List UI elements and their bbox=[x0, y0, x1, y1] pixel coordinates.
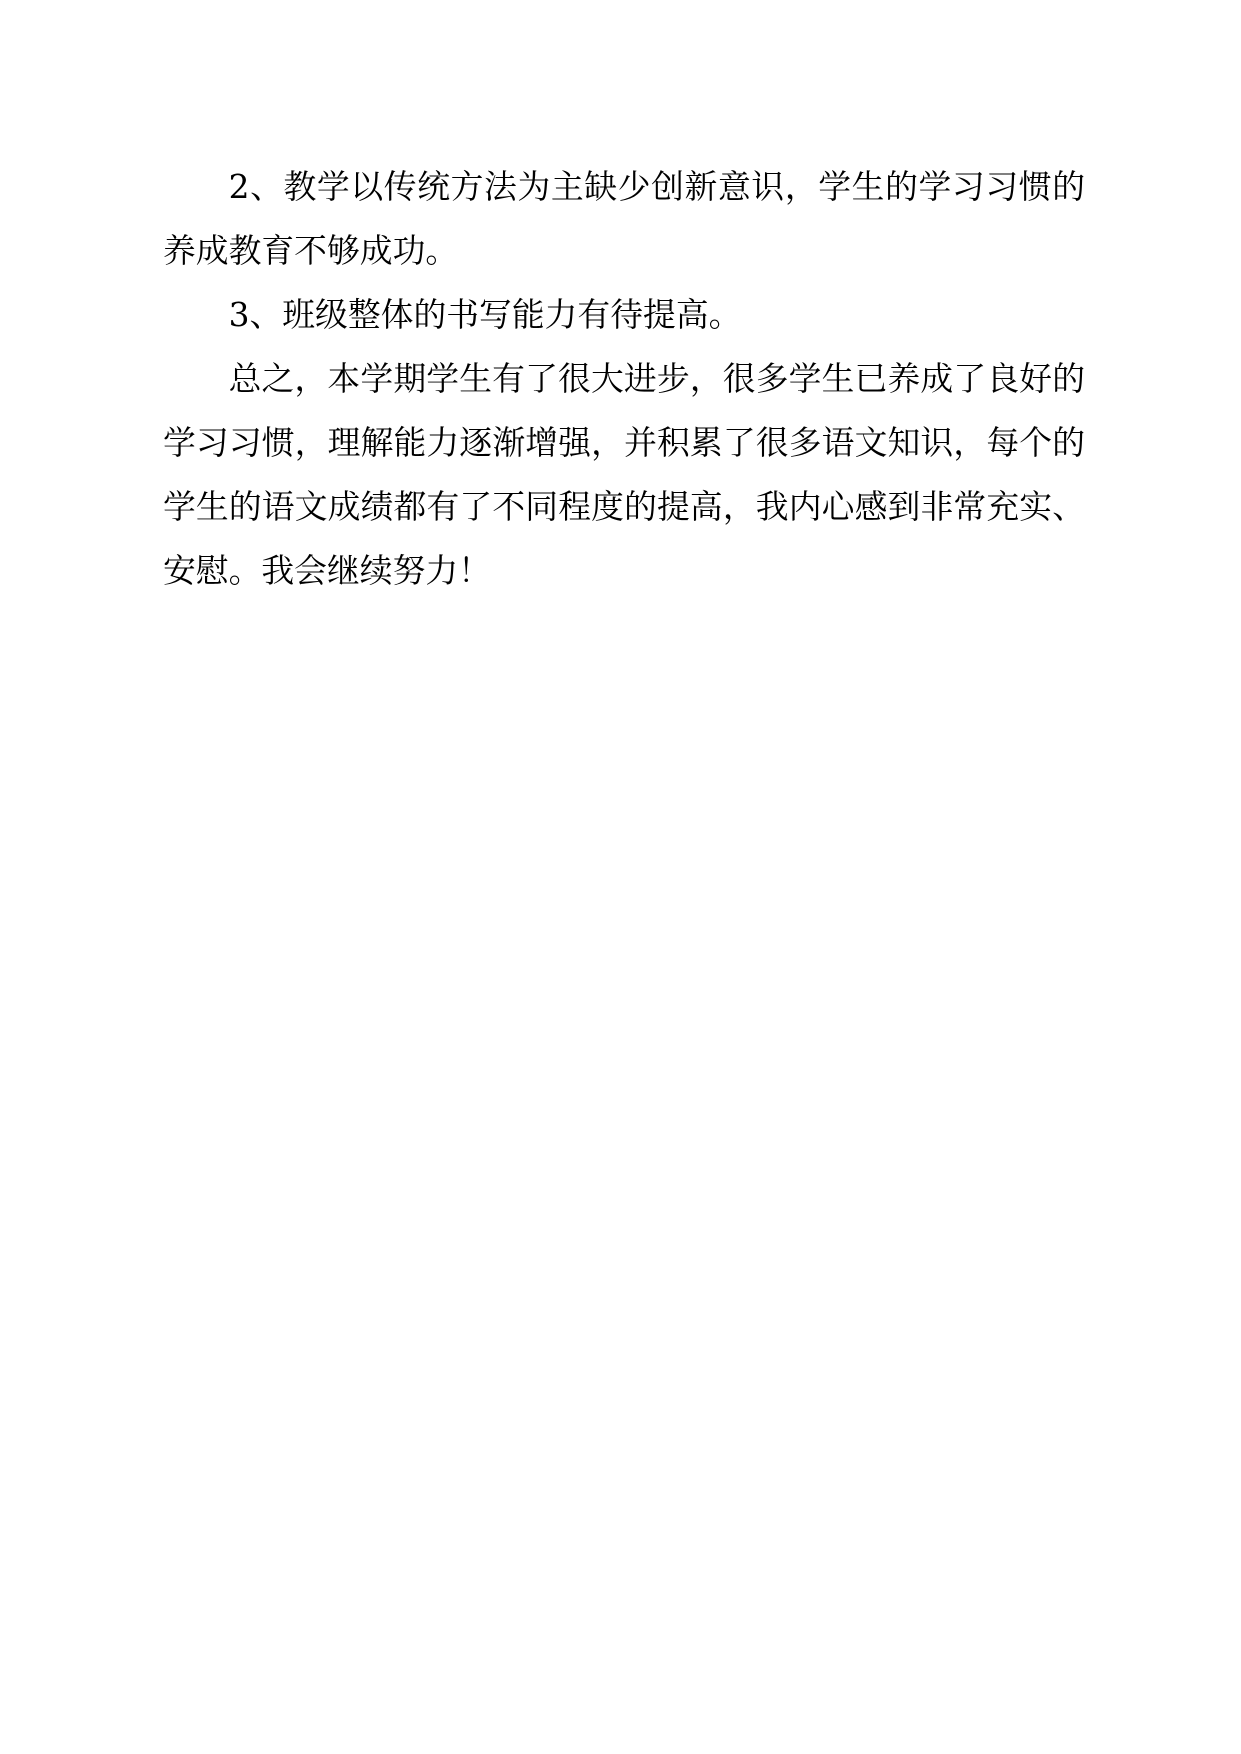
paragraph-point-3-handwriting: 3、班级整体的书写能力有待提高。 bbox=[228, 296, 742, 334]
paragraph-conclusion: 总之，本学期学生有了很大进步，很多学生已养成了良好的学习习惯，理解能力逐渐增强，并积累了很多语文知识，每个的学生的语文成绩都有了不同程度的提高，我内心感到非常充实、安慰。我会继续努力！ bbox=[163, 360, 1085, 590]
document-text-block bbox=[163, 155, 1085, 603]
paragraph-point-2-teaching-methods: 2、教学以传统方法为主缺少创新意识，学生的学习习惯的养成教育不够成功。 bbox=[163, 168, 1085, 270]
